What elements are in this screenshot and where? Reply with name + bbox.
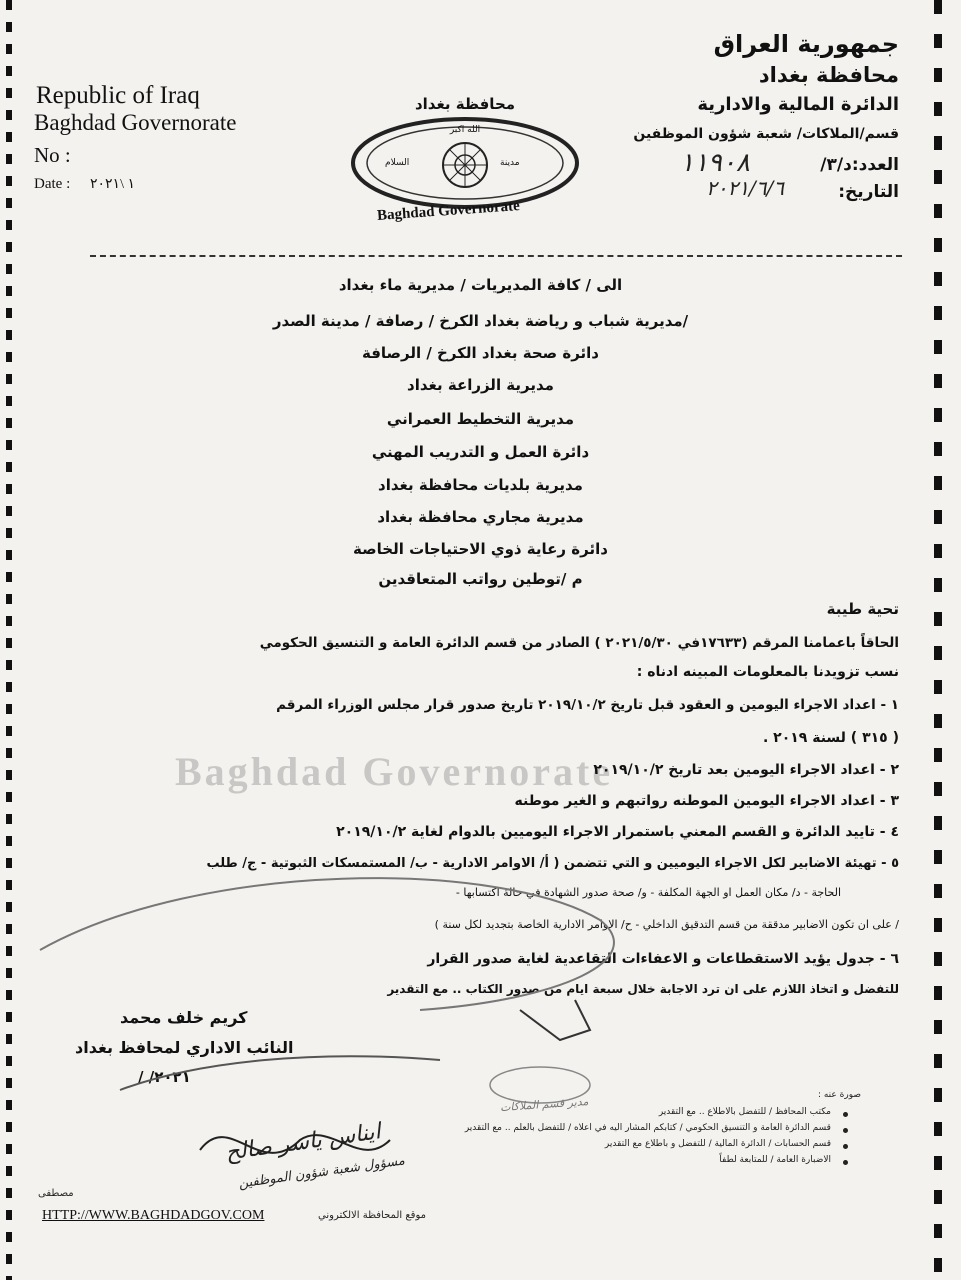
recipient-line-2: /مديرية شباب و رياضة بغداد الكرخ / رصافة / مدينة الصدر — [272, 312, 689, 330]
copy-to-item-1: مكتب المحافظ / للتفضل بالاطلاع .. مع التقدير — [658, 1107, 831, 1117]
header-ar-line4: قسم/الملاكات/ شعبة شؤون الموظفين — [633, 126, 899, 142]
header-en-line2: Baghdad Governorate — [34, 110, 237, 135]
logo-caption: Baghdad Governorate — [376, 198, 521, 224]
body-intro-1: الحاقاً باعمامنا المرقم (١٧٦٣٣في ٢٠٢١/٥/٣٠ ) الصادر من قسم الدائرة العامة و التنسيق الحكومي — [259, 635, 899, 651]
recipient-line-6: دائرة العمل و التدريب المهني — [371, 443, 590, 461]
body-item-6: ٦ - جدول يؤيد الاستقطاعات و الاعفاءات التقاعدية لغاية صدور القرار — [427, 951, 899, 967]
logo-arabic-title: محافظة بغداد — [414, 95, 516, 113]
footer-website: HTTP://WWW.BAGHDADGOV.COM — [42, 1208, 265, 1223]
body-item-1a: ١ - اعداد الاجراء اليومين و العقود قبل تاريخ ٢٠١٩/١٠/٢ تاريخ صدور قرار مجلس الوزراء المرقم — [276, 697, 899, 713]
governorate-logo — [345, 95, 585, 225]
header-ar-date-value: ٢٠٢١/٦/٦ — [706, 176, 784, 200]
signatory-name: كريم خلف محمد — [120, 1008, 248, 1027]
logo-top-text: الله اكبر — [449, 125, 481, 135]
right-perforated-border — [934, 0, 942, 1280]
body-item-1b: ( ٣١٥ ) لسنة ٢٠١٩ . — [762, 730, 899, 746]
copy-to-bullet — [843, 1144, 848, 1149]
body-item-5c: / على ان تكون الاضابير مدققة من قسم التدقيق الداخلي - ح/ الاوامر الادارية الخاصة بتجديد لكل سنة ) — [434, 918, 899, 931]
greeting: تحية طيبة — [826, 600, 899, 618]
recipient-line-8: مديرية مجاري محافظة بغداد — [377, 508, 584, 526]
copy-to-item-4: الاضبارة العامة / للمتابعة لطفاً — [719, 1155, 831, 1165]
copy-to-label: صورة عنه : — [817, 1090, 861, 1100]
header-divider — [90, 255, 902, 257]
header-ar-number-label: العدد:د/٣/ — [820, 155, 899, 175]
logo-right-text: السلام — [385, 158, 410, 168]
copy-to-item-2: قسم الدائرة العامة و التنسيق الحكومي / كتابكم المشار اليه في اعلاه / للتفضل بالعلم .. مع التقدير — [464, 1123, 831, 1133]
body-item-4: ٤ - تاييد الدائرة و القسم المعني باستمرار الاجراء اليوميين بالدوام لغاية ٢٠١٩/١٠/٢ — [336, 824, 899, 840]
logo-left-text: مدينة — [500, 158, 520, 168]
header-en-line1: Republic of Iraq — [36, 82, 200, 109]
recipient-line-5: مديرية التخطيط العمراني — [386, 410, 575, 428]
signatory-title: النائب الاداري لمحافظ بغداد — [75, 1038, 294, 1057]
header-en-date-label: Date : — [34, 176, 71, 192]
header-ar-number-value: ١١٩٠٨ — [680, 148, 750, 178]
watermark-text: Baghdad Governorate — [175, 749, 614, 794]
signature-left-title: مسؤول شعبة شؤون الموظفين — [237, 1153, 406, 1192]
footer-website-label: موقع المحافظة الالكتروني — [318, 1210, 426, 1221]
recipient-line-1: الى / كافة المديريات / مديرية ماء بغداد — [338, 276, 623, 294]
header-en-date-value: ١ \٢٠٢١ — [90, 177, 135, 192]
header-en-no: No : — [34, 143, 71, 167]
header-ar-line3: الدائرة المالية والادارية — [697, 94, 899, 115]
recipient-line-9: دائرة رعاية ذوي الاحتياجات الخاصة — [353, 540, 608, 558]
signatory-date: ٢٠٢١/ / — [138, 1068, 191, 1086]
header-ar-date-label: التاريخ: — [838, 182, 899, 202]
body-closing: للتفضل و اتخاذ اللازم على ان ترد الاجابة خلال سبعة ايام من صدور الكتاب .. مع التقدير — [387, 982, 899, 996]
copy-to-item-3: قسم الحسابات / الدائرة المالية / للتفضل و باطلاع مع التقدير — [604, 1139, 831, 1149]
subject-line: م /توطين رواتب المتعاقدين — [378, 570, 583, 588]
body-intro-2: نسب تزويدنا بالمعلومات المبينه ادناه : — [636, 664, 899, 680]
recipient-line-7: مديرية بلديات محافظة بغداد — [378, 476, 583, 494]
left-perforated-border — [6, 0, 12, 1280]
signature-left-name: ايناس ياسر صالح — [224, 1119, 383, 1166]
copy-to-bullet — [843, 1128, 848, 1133]
recipient-line-3: دائرة صحة بغداد الكرخ / الرصافة — [361, 344, 600, 362]
footer-initials: مصطفى — [38, 1188, 74, 1199]
body-item-2: ٢ - اعداد الاجراء اليومين بعد تاريخ ٢٠١٩/١٠/٢ — [593, 762, 899, 778]
header-ar-line1: جمهورية العراق — [713, 30, 899, 58]
recipient-line-4: مديرية الزراعة بغداد — [407, 376, 554, 394]
body-item-5b: الحاجة - د/ مكان العمل او الجهة المكلفة - و/ صحة صدور الشهادة في حالة اكتسابها - — [455, 886, 841, 899]
copy-to-bullet — [843, 1112, 848, 1117]
signature-right-title: مدير قسم الملاكات — [499, 1094, 589, 1115]
body-item-3: ٣ - اعداد الاجراء اليومين الموطنه رواتبهم و الغير موطنه — [514, 793, 899, 809]
copy-to-bullet — [843, 1160, 848, 1165]
body-item-5a: ٥ - تهيئة الاضابير لكل الاجراء اليوميين و التي تتضمن ( أ/ الاوامر الادارية - ب/ المستمسكات الثبوتية - ج/ طلب — [206, 856, 899, 871]
header-ar-line2: محافظة بغداد — [758, 63, 899, 87]
